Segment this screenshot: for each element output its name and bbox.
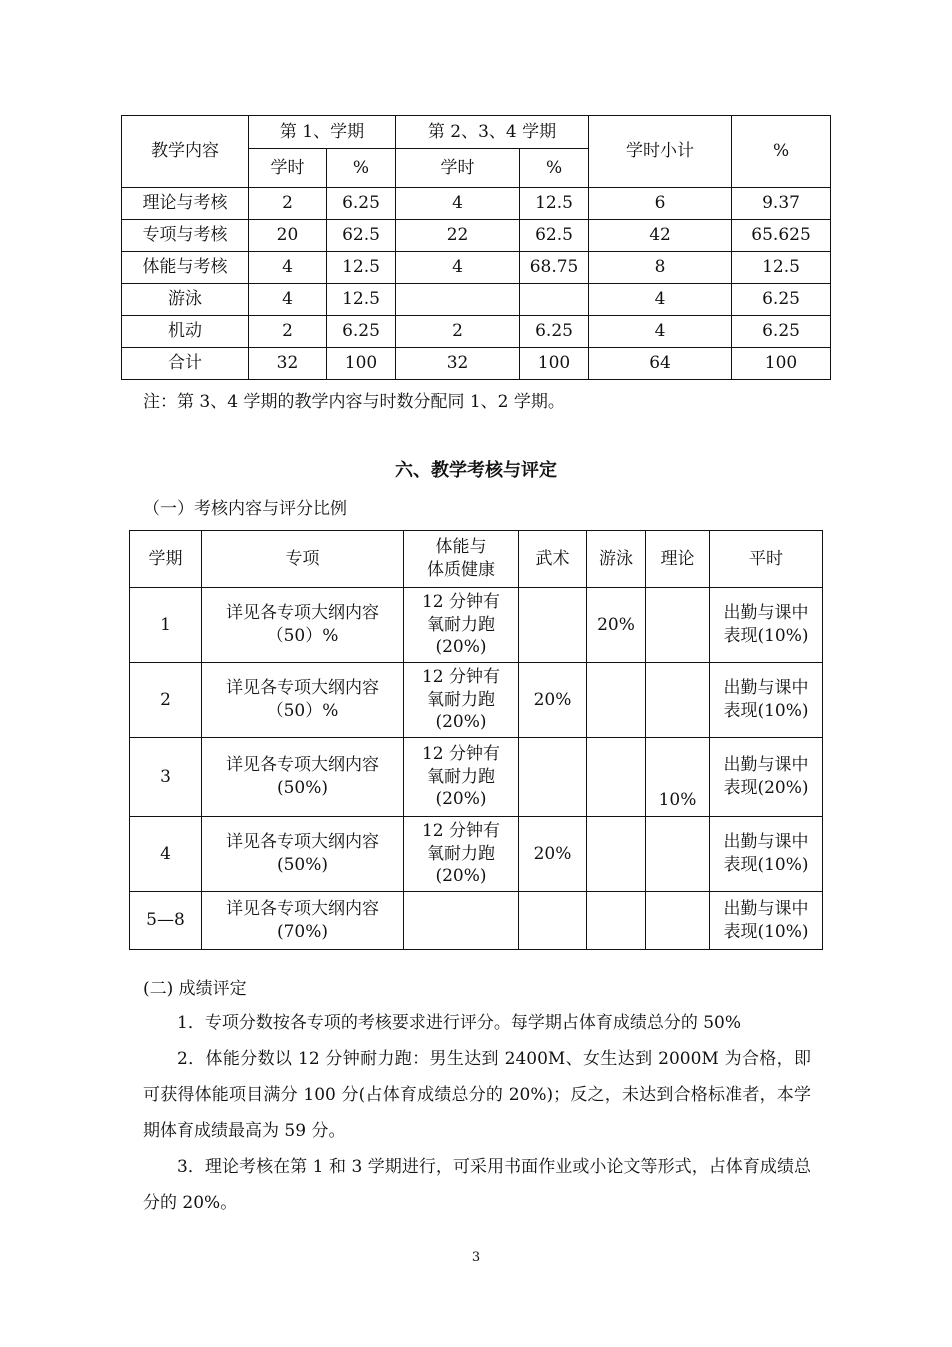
table-cell: [519, 738, 587, 817]
table-cell: 100: [732, 348, 831, 380]
table-cell: [646, 817, 710, 892]
hours-allocation-table: [121, 115, 831, 380]
table-cell: 64: [589, 348, 732, 380]
table-row: [122, 188, 831, 220]
table-cell: [519, 892, 587, 950]
table-cell: 详见各专项大纲内容 (50%): [202, 738, 404, 817]
table-cell: [587, 738, 646, 817]
table-cell: 2: [396, 316, 520, 348]
header-percent: %: [732, 116, 831, 188]
table-cell: 详见各专项大纲内容 （50）%: [202, 663, 404, 738]
paragraph-text: 3．理论考核在第 1 和 3 学期进行，可采用书面作业或小论文等形式，占体育成绩总分的 20%。: [143, 1157, 811, 1213]
table-cell: 4: [249, 252, 327, 284]
table-row: [122, 316, 831, 348]
table-row: [122, 284, 831, 316]
header-pct: %: [520, 149, 589, 188]
table-cell: 20%: [519, 663, 587, 738]
table-row: [122, 220, 831, 252]
table-cell: 出勤与课中 表现(20%): [710, 738, 823, 817]
table-cell: 12 分钟有 氧耐力跑 (20%): [404, 663, 519, 738]
table-cell: 4: [589, 316, 732, 348]
table-cell: 出勤与课中 表现(10%): [710, 663, 823, 738]
term-cell: 1: [130, 588, 202, 663]
header-term1: 第 1、学期: [249, 116, 396, 149]
table-cell: 出勤与课中 表现(10%): [710, 892, 823, 950]
table-cell: 12 分钟有 氧耐力跑 (20%): [404, 738, 519, 817]
table-cell: 6.25: [732, 316, 831, 348]
subsection-title: （一）考核内容与评分比例: [143, 499, 347, 519]
table-cell: 22: [396, 220, 520, 252]
paragraph: 1．专项分数按各专项的考核要求进行评分。每学期占体育成绩总分的 50%: [177, 1013, 742, 1033]
table-cell: 65.625: [732, 220, 831, 252]
table-cell: 12.5: [732, 252, 831, 284]
table-cell: 9.37: [732, 188, 831, 220]
table-cell: 6.25: [327, 316, 396, 348]
table-row: [130, 588, 823, 663]
header-hours: 学时: [249, 149, 327, 188]
table-cell: 12.5: [327, 284, 396, 316]
row-label: 体能与考核: [122, 252, 249, 284]
table-cell: 详见各专项大纲内容 (50%): [202, 817, 404, 892]
table-row: [122, 348, 831, 380]
term-cell: 3: [130, 738, 202, 817]
assessment-table: [129, 530, 823, 950]
table-cell: 详见各专项大纲内容 (70%): [202, 892, 404, 950]
table-cell: 6: [589, 188, 732, 220]
table-cell: 20: [249, 220, 327, 252]
paragraph-text: 2．体能分数以 12 分钟耐力跑：男生达到 2400M、女生达到 2000M 为合格，即可获得体能项目满分 100 分(占体育成绩总分的 20%)；反之，未达到合格标准者，本学期体育成绩最高为 59 分。: [143, 1049, 811, 1141]
table-cell: 2: [249, 316, 327, 348]
table-cell: 12 分钟有 氧耐力跑 (20%): [404, 588, 519, 663]
table-cell: [520, 284, 589, 316]
table-cell: [646, 892, 710, 950]
column-header: 体能与 体质健康: [404, 531, 519, 588]
table-cell: 100: [520, 348, 589, 380]
row-label: 理论与考核: [122, 188, 249, 220]
table-cell: 62.5: [327, 220, 396, 252]
table-cell: [404, 892, 519, 950]
row-label: 合计: [122, 348, 249, 380]
table-cell: [587, 817, 646, 892]
table-cell: 4: [249, 284, 327, 316]
table-cell: 68.75: [520, 252, 589, 284]
table-row: [130, 738, 823, 817]
row-label: 专项与考核: [122, 220, 249, 252]
table-cell: 100: [327, 348, 396, 380]
table-cell: [519, 588, 587, 663]
table-cell: 4: [396, 252, 520, 284]
header-content: 教学内容: [122, 116, 249, 188]
table-cell: 4: [589, 284, 732, 316]
table-cell: 12.5: [520, 188, 589, 220]
table-cell: 32: [249, 348, 327, 380]
table-cell: 详见各专项大纲内容 （50）%: [202, 588, 404, 663]
table-cell: 10%: [646, 738, 710, 817]
table-cell: [587, 892, 646, 950]
table-cell: 出勤与课中 表现(10%): [710, 588, 823, 663]
page-number: 3: [471, 1250, 481, 1265]
column-header: 武术: [519, 531, 587, 588]
table-cell: 6.25: [732, 284, 831, 316]
term-cell: 5—8: [130, 892, 202, 950]
table-row: [130, 892, 823, 950]
table-cell: 2: [249, 188, 327, 220]
table-cell: 6.25: [520, 316, 589, 348]
table-cell: 出勤与课中 表现(10%): [710, 817, 823, 892]
row-label: 游泳: [122, 284, 249, 316]
subsection-title: (二) 成绩评定: [143, 979, 247, 999]
table-row: [122, 252, 831, 284]
table-cell: [646, 588, 710, 663]
table-cell: 20%: [587, 588, 646, 663]
column-header: 平时: [710, 531, 823, 588]
table-cell: 62.5: [520, 220, 589, 252]
table-cell: 8: [589, 252, 732, 284]
table-cell: 20%: [519, 817, 587, 892]
term-cell: 2: [130, 663, 202, 738]
table-cell: 32: [396, 348, 520, 380]
table-cell: 12.5: [327, 252, 396, 284]
table-cell: 12 分钟有 氧耐力跑 (20%): [404, 817, 519, 892]
header-term234: 第 2、3、4 学期: [396, 116, 589, 149]
table-cell: [646, 663, 710, 738]
section-title: 六、教学考核与评定: [395, 460, 557, 481]
table-cell: 6.25: [327, 188, 396, 220]
header-subtotal: 学时小计: [589, 116, 732, 188]
column-header: 理论: [646, 531, 710, 588]
table-cell: [396, 284, 520, 316]
header-pct: %: [327, 149, 396, 188]
paragraph: [143, 1041, 811, 1149]
table-cell: 42: [589, 220, 732, 252]
paragraph: [143, 1149, 811, 1221]
column-header: 学期: [130, 531, 202, 588]
table-row: [130, 663, 823, 738]
column-header: 游泳: [587, 531, 646, 588]
table-cell: 4: [396, 188, 520, 220]
column-header: 专项: [202, 531, 404, 588]
header-hours: 学时: [396, 149, 520, 188]
row-label: 机动: [122, 316, 249, 348]
table-note: 注：第 3、4 学期的教学内容与时数分配同 1、2 学期。: [143, 392, 565, 412]
table-row: [130, 817, 823, 892]
table-cell: [587, 663, 646, 738]
term-cell: 4: [130, 817, 202, 892]
